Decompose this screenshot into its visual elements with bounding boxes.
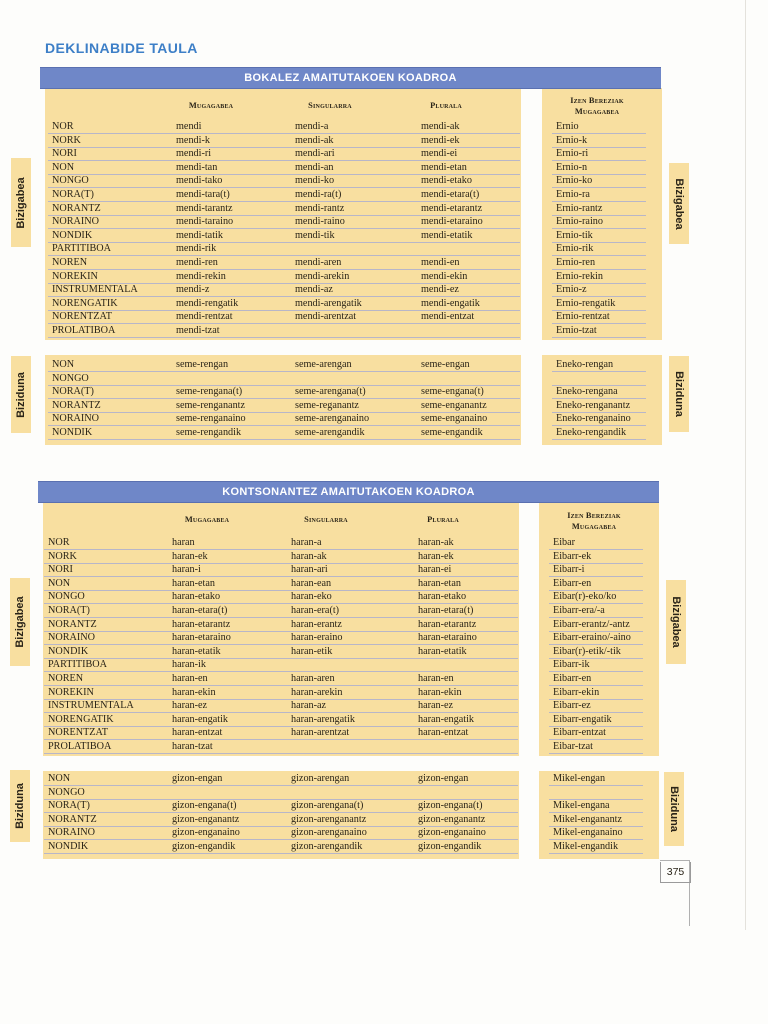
column-header-proper-nouns: Mugagabea — [574, 107, 620, 116]
column-header-plurala: Plurala — [427, 515, 459, 524]
indefinite-form: haran-etaraino — [172, 632, 231, 644]
plural-form: mendi-ekin — [421, 270, 468, 282]
case-label: NORA(T) — [48, 800, 90, 812]
bizigabea-row — [0, 658, 700, 672]
proper-noun-form: Ernio-ren — [556, 257, 596, 268]
plural-form: mendi-etan — [421, 161, 467, 173]
case-label: NORA(T) — [48, 605, 90, 616]
plural-form: mendi-etarantz — [421, 202, 483, 214]
case-label: NONGO — [48, 786, 85, 798]
bizigabea-row — [0, 699, 700, 713]
biziduna-row — [0, 399, 700, 413]
case-label: NORANTZ — [48, 813, 97, 825]
row-divider-proper — [549, 853, 643, 854]
singular-form: haran-arentzat — [291, 727, 350, 739]
indefinite-form: mendi-rentzat — [176, 311, 233, 323]
singular-form: haran-az — [291, 700, 327, 712]
bizigabea-tab-right — [669, 163, 689, 244]
case-label: NONDIK — [52, 427, 93, 438]
case-label: NORENGATIK — [48, 713, 114, 725]
indefinite-form: mendi-rekin — [176, 270, 226, 282]
singular-form: seme-arengandik — [295, 427, 365, 438]
case-label: NOR — [52, 121, 74, 132]
case-label: PROLATIBOA — [48, 741, 112, 752]
indefinite-form: seme-rengana(t) — [176, 386, 243, 398]
column-header-singularra: Singularra — [304, 515, 348, 524]
plural-form: haran-ez — [418, 700, 454, 712]
biziduna-tab-right-label: Biziduna — [673, 371, 685, 417]
case-label: NORI — [52, 148, 77, 160]
biziduna-row — [0, 840, 700, 854]
singular-form: haran-ak — [291, 550, 327, 562]
case-label: NON — [52, 359, 75, 370]
singular-form: haran-arengatik — [291, 713, 355, 725]
singular-form: mendi-an — [295, 161, 334, 173]
plural-form: mendi-entzat — [421, 311, 475, 323]
bizigabea-tab-left-label: Bizigabea — [15, 176, 27, 229]
bizigabea-row — [0, 215, 700, 229]
case-label: NORAINO — [48, 827, 95, 839]
indefinite-form: haran-engatik — [172, 713, 229, 725]
indefinite-form: gizon-enganantz — [172, 813, 240, 825]
plural-form: gizon-enganantz — [418, 813, 486, 825]
row-divider — [44, 853, 518, 854]
bizigabea-row — [0, 174, 700, 188]
singular-form: gizon-arenganaino — [291, 827, 367, 839]
indefinite-form: mendi-tatik — [176, 229, 223, 241]
plural-form: mendi-engatik — [421, 297, 480, 309]
case-label: NON — [48, 773, 71, 784]
plural-form: mendi-ak — [421, 121, 460, 132]
case-label: NON — [52, 161, 75, 173]
bizigabea-tab-right-label: Bizigabea — [670, 596, 682, 648]
indefinite-form: mendi-k — [176, 134, 210, 146]
singular-form: gizon-arenganantz — [291, 813, 367, 825]
indefinite-form: haran-ik — [172, 659, 206, 671]
singular-form: mendi-rantz — [295, 202, 345, 214]
proper-noun-form: Eneko-rengandik — [556, 427, 627, 438]
biziduna-tab-right — [664, 772, 684, 846]
proper-noun-form: Eibarr-entzat — [553, 727, 606, 739]
indefinite-form: haran-etara(t) — [172, 605, 228, 616]
proper-noun-form: Ernio — [556, 121, 579, 132]
case-label: NORI — [48, 564, 73, 576]
proper-noun-form: Eibarr-ik — [553, 659, 590, 671]
bizigabea-row — [0, 310, 700, 324]
proper-noun-form: Ernio-rengatik — [556, 297, 616, 309]
bizigabea-row — [0, 242, 700, 256]
case-label: PARTITIBOA — [48, 659, 108, 671]
plural-form: haran-ak — [418, 537, 454, 548]
proper-noun-form: Eibarr-engatik — [553, 713, 612, 725]
indefinite-form: seme-renganaino — [176, 413, 246, 425]
indefinite-form: mendi — [176, 121, 202, 132]
biziduna-tab-left-label: Biziduna — [14, 783, 26, 829]
bizigabea-tab-left — [10, 578, 30, 666]
plural-form: haran-etan — [418, 577, 461, 589]
singular-form: haran-aren — [291, 673, 335, 684]
plural-form: gizon-enganaino — [418, 827, 486, 839]
row-divider — [48, 337, 520, 338]
plural-form: haran-ei — [418, 564, 452, 576]
plural-form: mendi-etara(t) — [421, 189, 480, 200]
bizigabea-row — [0, 536, 700, 550]
singular-form: haran-era(t) — [291, 605, 340, 616]
singular-form: mendi-arekin — [295, 270, 350, 282]
plural-form: gizon-engana(t) — [418, 800, 483, 812]
case-label: NONDIK — [48, 841, 89, 852]
indefinite-form: gizon-engana(t) — [172, 800, 237, 812]
row-divider-proper — [552, 439, 646, 440]
plural-form: haran-entzat — [418, 727, 469, 739]
indefinite-form: mendi-tarantz — [176, 202, 233, 214]
plural-form: gizon-engandik — [418, 841, 482, 852]
plural-form: haran-etatik — [418, 645, 467, 657]
row-divider — [48, 439, 520, 440]
singular-form: seme-reganantz — [295, 399, 359, 411]
case-label: NORENTZAT — [48, 727, 108, 739]
proper-noun-form: Eibarr-en — [553, 577, 592, 589]
singular-form: haran-eraino — [291, 632, 343, 644]
page-number-rule — [660, 860, 690, 861]
page-number: 375 — [660, 862, 691, 883]
proper-noun-form: Ernio-n — [556, 161, 588, 173]
proper-noun-form: Eneko-rengana — [556, 386, 618, 398]
biziduna-row — [0, 426, 700, 440]
bizigabea-row — [0, 618, 700, 632]
biziduna-tab-left — [11, 356, 31, 433]
indefinite-form: mendi-rik — [176, 243, 217, 255]
bizigabea-row — [0, 713, 700, 727]
indefinite-form: gizon-engandik — [172, 841, 236, 852]
indefinite-form: haran-en — [172, 673, 208, 684]
column-header-proper-nouns: Izen Bereziak — [567, 511, 621, 520]
singular-form: mendi-aren — [295, 257, 342, 268]
indefinite-form: seme-renganantz — [176, 399, 246, 411]
plural-form: haran-en — [418, 673, 454, 684]
case-label: PARTITIBOA — [52, 243, 112, 255]
proper-noun-form: Eibarr-erantz/-antz — [553, 618, 630, 630]
proper-noun-form: Ernio-ko — [556, 175, 593, 187]
plural-form: seme-enganaino — [421, 413, 488, 425]
plural-form: haran-etarantz — [418, 618, 477, 630]
singular-form: seme-arengan — [295, 359, 352, 370]
bizigabea-row — [0, 147, 700, 161]
indefinite-form: haran-etarantz — [172, 618, 231, 630]
plural-form: mendi-etatik — [421, 229, 473, 241]
bizigabea-row — [0, 297, 700, 311]
proper-noun-form: Eibarr-ez — [553, 700, 591, 712]
proper-noun-form: Ernio-z — [556, 284, 587, 296]
indefinite-form: mendi-rengatik — [176, 297, 239, 309]
bizigabea-row — [0, 686, 700, 700]
biziduna-row — [0, 826, 700, 840]
case-label: NOREN — [48, 673, 84, 684]
case-label: NORENTZAT — [52, 311, 112, 323]
biziduna-tab-left-label: Biziduna — [15, 371, 27, 418]
plural-form: haran-ek — [418, 550, 454, 562]
bizigabea-row — [0, 672, 700, 686]
proper-noun-form: Eibarr-ekin — [553, 686, 600, 698]
biziduna-tab-left — [10, 770, 30, 842]
biziduna-row — [0, 786, 700, 800]
page-title: DEKLINABIDE TAULA — [45, 40, 198, 56]
indefinite-form: haran-etatik — [172, 645, 221, 657]
case-label: PROLATIBOA — [52, 325, 116, 336]
proper-noun-form: Ernio-tik — [556, 229, 593, 241]
case-label: NORK — [52, 134, 81, 146]
case-label: NOREKIN — [52, 270, 98, 282]
indefinite-form: haran-etako — [172, 591, 221, 603]
proper-noun-form: Mikel-enganaino — [553, 827, 623, 839]
proper-noun-form: Eneko-renganantz — [556, 399, 631, 411]
case-label: NORA(T) — [52, 386, 94, 398]
plural-form: haran-etaraino — [418, 632, 477, 644]
singular-form: mendi-ra(t) — [295, 189, 342, 200]
case-label: NONGO — [52, 372, 89, 384]
proper-noun-form: Ernio-ra — [556, 189, 590, 200]
bizigabea-row — [0, 550, 700, 564]
row-divider-proper — [549, 753, 643, 754]
proper-noun-form: Eibar(r)-eko/ko — [553, 591, 617, 603]
bizigabea-row — [0, 645, 700, 659]
plural-form: mendi-ez — [421, 284, 459, 296]
plural-form: mendi-ei — [421, 148, 458, 160]
biziduna-row — [0, 372, 700, 386]
singular-form: mendi-ari — [295, 148, 335, 160]
singular-form: mendi-arentzat — [295, 311, 357, 323]
biziduna-row — [0, 799, 700, 813]
singular-form: haran-arekin — [291, 686, 343, 698]
indefinite-form: gizon-enganaino — [172, 827, 240, 839]
proper-noun-form: Ernio-raino — [556, 216, 603, 228]
case-label: NOREKIN — [48, 686, 94, 698]
singular-form: mendi-arengatik — [295, 297, 362, 309]
plural-form: seme-engana(t) — [421, 386, 484, 398]
proper-noun-form: Eibarr-era/-a — [553, 605, 605, 616]
proper-noun-form: Eibar-tzat — [553, 741, 593, 752]
case-label: NONDIK — [48, 645, 89, 657]
proper-noun-form: Mikel-enganantz — [553, 813, 623, 825]
singular-form: gizon-arengandik — [291, 841, 363, 852]
indefinite-form: gizon-engan — [172, 773, 223, 784]
biziduna-row — [0, 358, 700, 372]
plural-form: haran-ekin — [418, 686, 462, 698]
singular-form: mendi-raino — [295, 216, 345, 228]
bizigabea-row — [0, 202, 700, 216]
indefinite-form: mendi-tan — [176, 161, 218, 173]
singular-form: haran-etik — [291, 645, 333, 657]
bizigabea-row — [0, 563, 700, 577]
case-label: NON — [48, 577, 71, 589]
singular-form: haran-erantz — [291, 618, 342, 630]
proper-noun-form: Ernio-k — [556, 134, 588, 146]
plural-form: mendi-en — [421, 257, 460, 268]
indefinite-form: mendi-tzat — [176, 325, 220, 336]
indefinite-form: haran-etan — [172, 577, 215, 589]
case-label: NORANTZ — [52, 202, 101, 214]
column-header-plurala: Plurala — [430, 101, 462, 110]
section-band: KONTSONANTEZ AMAITUTAKOEN KOADROA — [38, 481, 659, 503]
bizigabea-row — [0, 229, 700, 243]
indefinite-form: seme-rengandik — [176, 427, 242, 438]
proper-noun-form: Ernio-tzat — [556, 325, 597, 336]
bizigabea-row — [0, 324, 700, 338]
proper-noun-form: Eibarr-en — [553, 673, 592, 684]
singular-form: haran-ari — [291, 564, 328, 576]
indefinite-form: haran-i — [172, 564, 201, 576]
singular-form: mendi-ko — [295, 175, 335, 187]
biziduna-row — [0, 772, 700, 786]
case-label: NONGO — [52, 175, 89, 187]
singular-form: seme-arengana(t) — [295, 386, 366, 398]
plural-form: mendi-ek — [421, 134, 460, 146]
proper-noun-form: Ernio-rantz — [556, 202, 603, 214]
indefinite-form: haran-tzat — [172, 741, 213, 752]
proper-noun-form: Mikel-engandik — [553, 841, 619, 852]
proper-noun-form: Ernio-rik — [556, 243, 594, 255]
singular-form: haran-eko — [291, 591, 332, 603]
indefinite-form: haran-ekin — [172, 686, 216, 698]
case-label: NORENGATIK — [52, 297, 118, 309]
singular-form: mendi-a — [295, 121, 329, 132]
column-header-mugagabea: Mugagabea — [184, 515, 230, 524]
plural-form: haran-etako — [418, 591, 467, 603]
row-divider-proper — [552, 337, 646, 338]
column-header-singularra: Singularra — [308, 101, 352, 110]
bizigabea-tab-right-label: Bizigabea — [673, 177, 685, 230]
singular-form: mendi-tik — [295, 229, 335, 241]
bizigabea-tab-left — [11, 158, 31, 247]
column-header-mugagabea: Mugagabea — [188, 101, 234, 110]
bizigabea-row — [0, 120, 700, 134]
proper-noun-form: Eneko-rengan — [556, 359, 614, 370]
proper-noun-form: Ernio-ri — [556, 148, 589, 160]
case-label: NORANTZ — [48, 618, 97, 630]
indefinite-form: mendi-ri — [176, 148, 212, 160]
singular-form: haran-a — [291, 537, 322, 548]
proper-noun-form: Ernio-rekin — [556, 270, 603, 282]
bizigabea-tab-right — [666, 580, 686, 664]
bizigabea-row — [0, 188, 700, 202]
singular-form: seme-arenganaino — [295, 413, 370, 425]
case-label: NORK — [48, 550, 77, 562]
case-label: NORAINO — [52, 413, 99, 425]
singular-form: gizon-arengana(t) — [291, 800, 364, 812]
singular-form: mendi-ak — [295, 134, 334, 146]
indefinite-form: haran-entzat — [172, 727, 223, 739]
case-label: NORA(T) — [52, 189, 94, 200]
indefinite-form: mendi-tara(t) — [176, 189, 230, 200]
proper-noun-form: Eibarr-i — [553, 564, 585, 576]
proper-noun-form: Eibarr-eraino/-aino — [553, 632, 631, 644]
indefinite-form: seme-rengan — [176, 359, 229, 370]
biziduna-tab-right — [669, 356, 689, 432]
biziduna-row — [0, 412, 700, 426]
case-label: INSTRUMENTALA — [52, 284, 138, 296]
bizigabea-row — [0, 604, 700, 618]
case-label: NONDIK — [52, 229, 93, 241]
plural-form: haran-etara(t) — [418, 605, 474, 616]
bizigabea-row — [0, 590, 700, 604]
page-edge — [745, 0, 746, 930]
case-label: NOREN — [52, 257, 88, 268]
bizigabea-row — [0, 726, 700, 740]
plural-form: seme-enganantz — [421, 399, 487, 411]
biziduna-row — [0, 385, 700, 399]
bizigabea-row — [0, 270, 700, 284]
case-label: NORAINO — [52, 216, 99, 228]
proper-noun-form: Eibar — [553, 537, 576, 548]
bizigabea-row — [0, 577, 700, 591]
indefinite-form: haran-ez — [172, 700, 208, 712]
proper-noun-form: Ernio-rentzat — [556, 311, 610, 323]
bizigabea-row — [0, 256, 700, 270]
plural-form: mendi-etako — [421, 175, 472, 187]
biziduna-row — [0, 813, 700, 827]
bizigabea-tab-left-label: Bizigabea — [14, 596, 26, 648]
case-label: INSTRUMENTALA — [48, 700, 134, 712]
plural-form: gizon-engan — [418, 773, 469, 784]
indefinite-form: haran — [172, 537, 195, 548]
biziduna-tab-right-label: Biziduna — [668, 786, 680, 832]
case-label: NOR — [48, 537, 70, 548]
indefinite-form: mendi-ren — [176, 257, 218, 268]
indefinite-form: mendi-tako — [176, 175, 223, 187]
bizigabea-row — [0, 134, 700, 148]
singular-form: gizon-arengan — [291, 773, 350, 784]
column-header-proper-nouns: Mugagabea — [571, 522, 617, 531]
proper-noun-form: Eneko-renganaino — [556, 413, 631, 425]
indefinite-form: mendi-z — [176, 284, 210, 296]
singular-form: haran-ean — [291, 577, 332, 589]
plural-form: seme-engan — [421, 359, 470, 370]
bizigabea-row — [0, 740, 700, 754]
bizigabea-row — [0, 283, 700, 297]
row-divider — [44, 753, 518, 754]
case-label: NORAINO — [48, 632, 95, 644]
plural-form: haran-engatik — [418, 713, 475, 725]
proper-noun-form: Eibar(r)-etik/-tik — [553, 645, 621, 657]
singular-form: mendi-az — [295, 284, 333, 296]
section-band: BOKALEZ AMAITUTAKOEN KOADROA — [40, 67, 661, 89]
plural-form: seme-engandik — [421, 427, 483, 438]
plural-form: mendi-etaraino — [421, 216, 483, 228]
column-header-proper-nouns: Izen Bereziak — [570, 96, 624, 105]
case-label: NORANTZ — [52, 399, 101, 411]
bizigabea-row — [0, 161, 700, 175]
case-label: NONGO — [48, 591, 85, 603]
proper-noun-form: Eibarr-ek — [553, 550, 592, 562]
indefinite-form: haran-ek — [172, 550, 208, 562]
proper-noun-form: Mikel-engan — [553, 773, 606, 784]
bizigabea-row — [0, 631, 700, 645]
proper-noun-form: Mikel-engana — [553, 800, 610, 812]
indefinite-form: mendi-taraino — [176, 216, 234, 228]
